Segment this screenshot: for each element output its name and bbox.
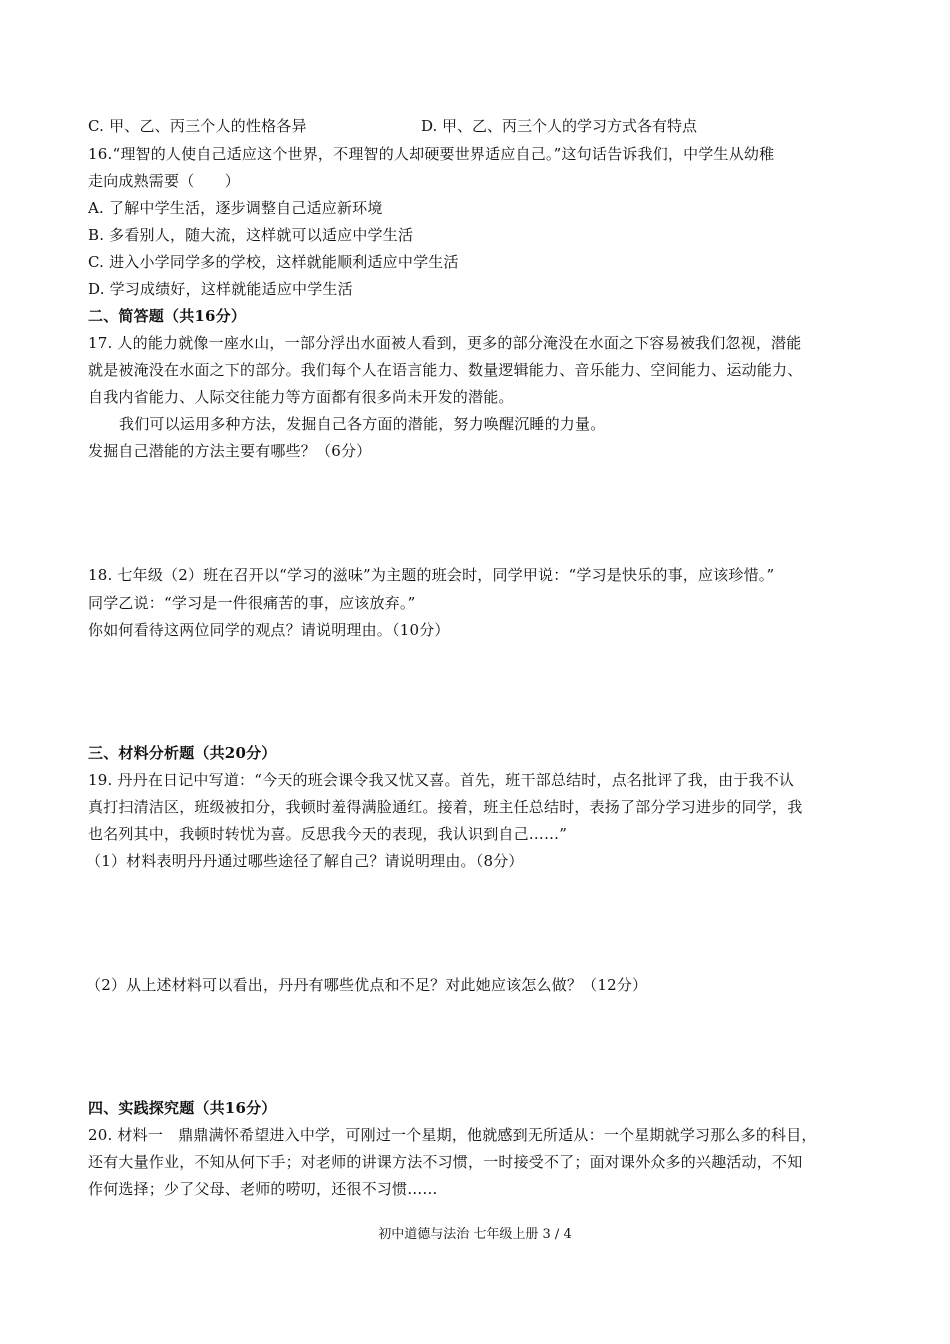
q16-stem-line2: 走向成熟需要（ ） <box>88 172 241 190</box>
q17-line1: 17. 人的能力就像一座水山，一部分浮出水面被人看到，更多的部分淹没在水面之下容易被我们忽视，潜能 <box>88 334 802 352</box>
q16-option-c: C. 进入小学同学多的学校，这样就能顺利适应中学生活 <box>88 253 459 271</box>
q20-line1: 20. 材料一 鼎鼎满怀希望进入中学，可刚过一个星期，他就感到无所适从：一个星期就学习那么多的科目， <box>88 1126 817 1144</box>
q18-line1: 18. 七年级（2）班在召开以“学习的滋味”为主题的班会时，同学甲说：“学习是快乐的事，应该珍惜。” <box>88 566 775 584</box>
section2-heading: 二、简答题（共16分） <box>88 307 247 325</box>
page-footer: 初中道德与法治 七年级上册 3 / 4 <box>378 1227 572 1242</box>
q18-question: 你如何看待这两位同学的观点？请说明理由。（10分） <box>88 621 450 639</box>
q16-option-b: B. 多看别人，随大流，这样就可以适应中学生活 <box>88 226 414 244</box>
q16-option-d: D. 学习成绩好，这样就能适应中学生活 <box>88 280 353 298</box>
q19-line1: 19. 丹丹在日记中写道：“今天的班会课令我又忧又喜。首先，班干部总结时，点名批评了我，由于我不认 <box>88 771 795 789</box>
q15-option-c: C. 甲、乙、丙三个人的性格各异 <box>88 117 307 135</box>
q16-option-a: A. 了解中学生活，逐步调整自己适应新环境 <box>88 199 383 217</box>
section3-heading: 三、材料分析题（共20分） <box>88 744 277 762</box>
q18-line2: 同学乙说：“学习是一件很痛苦的事，应该放弃。” <box>88 594 416 612</box>
section4-heading: 四、实践探究题（共16分） <box>88 1099 277 1117</box>
q19-line2: 真打扫清洁区，班级被扣分，我顿时羞得满脸通红。接着，班主任总结时，表扬了部分学习进步的同学，我 <box>88 798 803 816</box>
q20-line3: 作何选择；少了父母、老师的唠叨，还很不习惯…… <box>88 1180 438 1198</box>
q17-line2: 就是被淹没在水面之下的部分。我们每个人在语言能力、数量逻辑能力、音乐能力、空间能力、运动能力、 <box>88 361 803 379</box>
q19-sub-question-2: （2）从上述材料可以看出，丹丹有哪些优点和不足？对此她应该怎么做？（12分） <box>86 976 648 994</box>
q19-line3: 也名列其中，我顿时转忧为喜。反思我今天的表现，我认识到自己……” <box>88 825 568 843</box>
q16-stem-line1: 16.“理智的人使自己适应这个世界，不理智的人却硬要世界适应自己。”这句话告诉我们，中学生从幼稚 <box>88 145 775 163</box>
q17-line3: 自我内省能力、人际交往能力等方面都有很多尚未开发的潜能。 <box>88 388 514 406</box>
q19-sub-question-1: （1）材料表明丹丹通过哪些途径了解自己？请说明理由。（8分） <box>86 852 524 870</box>
q17-question: 发掘自己潜能的方法主要有哪些？（6分） <box>88 442 372 460</box>
q20-line2: 还有大量作业，不知从何下手；对老师的讲课方法不习惯，一时接受不了；面对课外众多的兴趣活动，不知 <box>88 1153 803 1171</box>
q15-option-d: D. 甲、乙、丙三个人的学习方式各有特点 <box>421 117 698 135</box>
q17-line4: 我们可以运用多种方法，发掘自己各方面的潜能，努力唤醒沉睡的力量。 <box>119 415 606 433</box>
